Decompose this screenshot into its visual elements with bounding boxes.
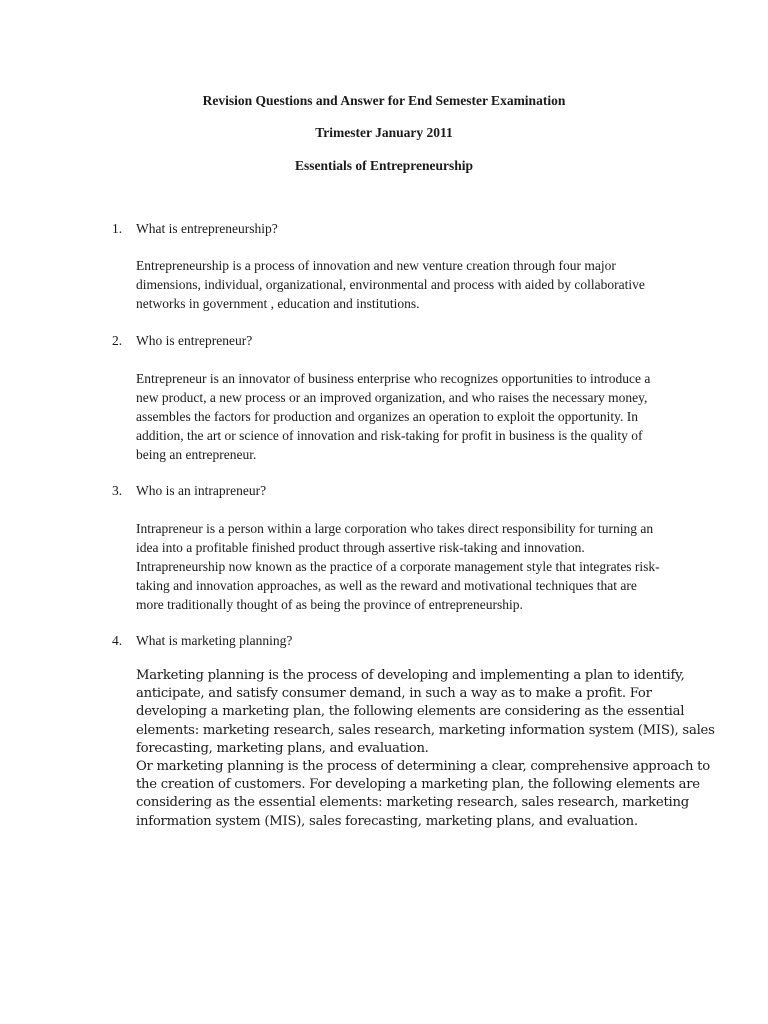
answer-line: Entrepreneur is an innovator of business enterprise who recognizes opportunities to introduce a bbox=[136, 371, 651, 386]
answer-4 bbox=[136, 667, 715, 831]
answer-line: addition, the art or science of innovation and risk-taking for profit in business is the quality of bbox=[136, 428, 643, 443]
question-text: Who is entrepreneur? bbox=[136, 333, 253, 348]
answer-line: forecasting, marketing plans, and evaluation. bbox=[136, 740, 429, 756]
answer-line: anticipate, and satisfy consumer demand, in such a way as to make a profit. For bbox=[136, 686, 652, 702]
question-number: 3. bbox=[112, 483, 123, 498]
question-3 bbox=[112, 483, 266, 499]
document-subject: Essentials of Entrepreneurship bbox=[294, 158, 474, 173]
document-term: Trimester January 2011 bbox=[315, 125, 453, 140]
answer-line: developing a marketing plan, the following elements are considering as the essential bbox=[136, 704, 685, 720]
answer-line: Entrepreneurship is a process of innovation and new venture creation through four major bbox=[136, 258, 616, 273]
answer-line: Or marketing planning is the process of determining a clear, comprehensive approach to bbox=[136, 759, 710, 775]
answer-line: taking and innovation approaches, as well as the reward and motivational techniques that are bbox=[136, 578, 637, 593]
answer-line: considering as the essential elements: marketing research, sales research, marketing bbox=[136, 795, 689, 811]
answer-line: dimensions, individual, organizational, environmental and process with aided by collaborative bbox=[136, 277, 645, 292]
question-number: 4. bbox=[112, 633, 123, 648]
answer-3 bbox=[136, 519, 676, 614]
answer-line: the creation of customers. For developing a marketing plan, the following elements are bbox=[136, 777, 700, 793]
document-title: Revision Questions and Answer for End Semester Examination bbox=[202, 93, 566, 108]
answer-line: idea into a profitable finished product through assertive risk-taking and innovation. bbox=[136, 540, 585, 555]
answer-line: being an entrepreneur. bbox=[136, 447, 257, 462]
question-number: 2. bbox=[112, 333, 123, 348]
answer-line: assembles the factors for production and organizes an operation to exploit the opportunity. In bbox=[136, 409, 638, 424]
answer-2 bbox=[136, 369, 676, 464]
answer-line: Intrapreneurship now known as the practice of a corporate management style that integrates risk- bbox=[136, 559, 660, 574]
question-text: What is entrepreneurship? bbox=[136, 221, 278, 236]
answer-line: Marketing planning is the process of developing and implementing a plan to identify, bbox=[136, 668, 685, 683]
question-1 bbox=[112, 221, 278, 237]
question-2 bbox=[112, 333, 252, 349]
answer-1 bbox=[136, 256, 676, 313]
question-text: Who is an intrapreneur? bbox=[136, 483, 267, 498]
answer-line: more traditionally thought of as being the province of entrepreneurship. bbox=[136, 597, 523, 612]
question-4 bbox=[112, 633, 292, 649]
answer-line: new product, a new process or an improved organization, and who raises the necessary money, bbox=[136, 390, 648, 405]
answer-line: information system (MIS), sales forecasting, marketing plans, and evaluation. bbox=[136, 813, 638, 829]
answer-line: elements: marketing research, sales research, marketing information system (MIS), sales bbox=[136, 722, 715, 738]
question-text: What is marketing planning? bbox=[136, 633, 293, 648]
answer-line: networks in government , education and institutions. bbox=[136, 296, 420, 311]
answer-line: Intrapreneur is a person within a large corporation who takes direct responsibility for turning an bbox=[136, 521, 654, 536]
question-number: 1. bbox=[112, 221, 123, 236]
